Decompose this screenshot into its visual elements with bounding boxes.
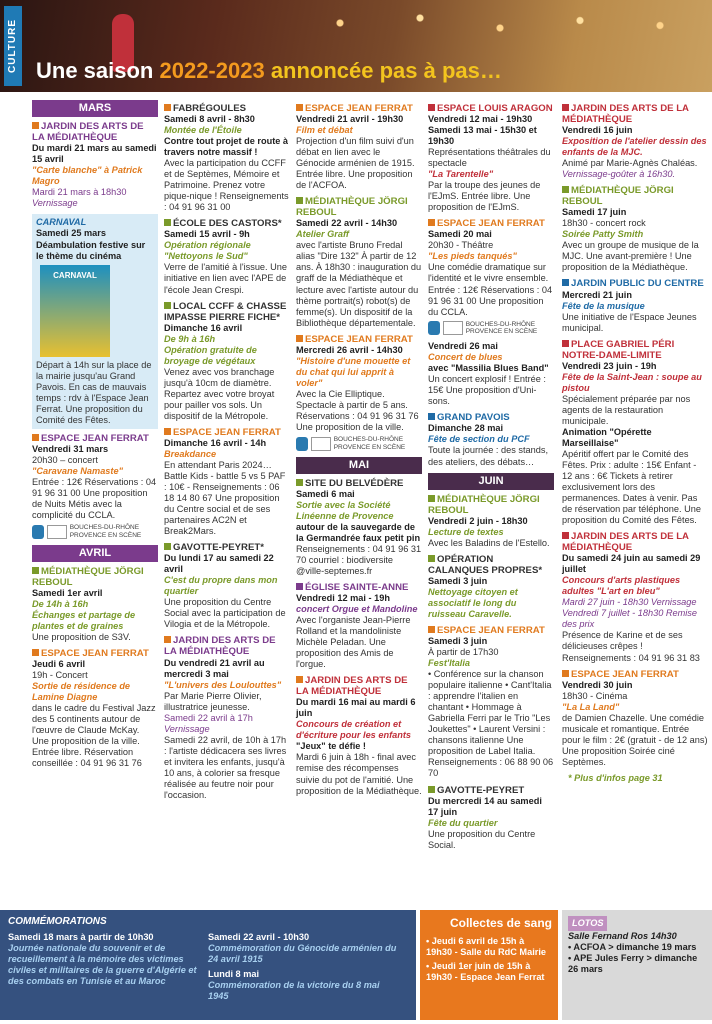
page-title: Une saison 2022-2023 annoncée pas à pas… bbox=[36, 58, 502, 83]
event: JARDIN DES ARTS DE LA MÉDIATHÈQUE Du mardi 21 mars au samedi 15 avril "Carte blanche" à Patrick Magro Mardi 21 mars à 18h30 Vernissage bbox=[32, 121, 157, 209]
provence-logo: BOUCHES-DU-RHÔNE PROVENCE EN SCÈNE bbox=[296, 436, 422, 452]
event: MÉDIATHÈQUE JÖRGI REBOUL Samedi 17 juin 18h30 - concert rock Soirée Patty Smith Avec un groupe de musique de la MJC. Une avant-première ! Une proposition de la Médiathèque. bbox=[562, 185, 699, 273]
section-tab: CULTURE bbox=[4, 6, 22, 86]
blood-drive-box: Collectes de sang • Jeudi 6 avril de 15h à 19h30 - Salle du RdC Mairie • Jeudi 1er juin de 15h à 19h30 - Espace Jean Ferrat bbox=[420, 910, 558, 1020]
event: LOCAL CCFF & CHASSE IMPASSE PIERRE FICHE* Dimanche 16 avril De 9h à 16h Opération gratuite de broyage de végétaux Venez avec vos branchage jusqu'à 10cm de diamètre. Repartez avec votre broyat pour pailler vos sols. Un dispositif de la Métropole. bbox=[164, 300, 287, 421]
event: ESPACE JEAN FERRAT Vendredi 31 mars 20h30 – concert "Caravane Namaste" Entrée : 12€ Réservations : 04 91 96 31 00 Une proposition de Nuits Métis avec la complicité du CCLA. BOUCHES-DU-RHÔNE PROVENCE EN SCÈNE bbox=[32, 432, 157, 539]
event: ESPACE JEAN FERRAT Samedi 20 mai 20h30 - Théâtre "Les pieds tanqués" Une comédie dramatique sur l'identité et le vivre ensemble. Entrée : 12€ Réservations : 04 91 96 31 00 Une proposition du CCLA. BOUCHES-DU-RHÔNE PROVENCE EN SCÈNE bbox=[428, 218, 553, 336]
event: ESPACE JEAN FERRAT Dimanche 16 avril - 14h Breakdance En attendant Paris 2024… Battle Kids - battle 5 vs 5 PAF : 10€ - Renseignements : 06 18 14 80 67 Une proposition du Centre social et de ses partenaires AC2N et Break2Mars. bbox=[164, 426, 286, 537]
event: OPÉRATION CALANQUES PROPRES* Samedi 3 juin Nettoyage citoyen et associatif le long du ruisseau Caravelle. bbox=[428, 553, 543, 620]
event: PLACE GABRIEL PÉRI NOTRE-DAME-LIMITE Vendredi 23 juin - 19h Fête de la Saint-Jean : soupe au pistou Spécialement préparée par nos agents de la restauration municipale. Animation "Opérette Marseillaise" Apéritif offert par le Comité des Fêtes. Prix : adulte : 15€ Enfant - 12 ans : 6€ Tickets à retirer exclusivement lors des permanences. Dates à venir. Pas de réservation par téléphone. Une proposition du Comité des Fêtes. bbox=[562, 338, 702, 526]
blood-drive-title: Collectes de sang bbox=[449, 916, 552, 930]
event: MÉDIATHÈQUE JÖRGI REBOUL Samedi 1er avril De 14h à 16h Échanges et partage de plantes et de graines Une proposition de S3V. bbox=[32, 565, 144, 642]
event: JARDIN DES ARTS DE LA MÉDIATHÈQUE Du samedi 24 juin au samedi 29 juillet Concours d'arts plastiques adultes "L'art en bleu" Mardi 27 juin - 18h30 Vernissage Vendredi 7 juillet - 18h30 Remise des prix Présence de Karine et de ses délicieuses crêpes ! Renseignements : 04 91 96 31 83 bbox=[562, 531, 701, 663]
event: FABRÉGOULES Samedi 8 avril - 8h30 Montée de l'Étoile Contre tout projet de route à travers notre massif ! Avec la participation du CCFF et de Septèmes, Mémoire et Patrimoine. Prenez votre pique-nique ! Renseignements : 04 91 96 31 00 bbox=[164, 103, 289, 213]
event: ÉCOLE DES CASTORS* Samedi 15 avril - 9h Opération régionale "Nettoyons le Sud" Verre de l'amitié à l'issue. Une initiative en lien avec l'APE de l'école Jean Crespi. bbox=[164, 218, 288, 295]
column-5 bbox=[562, 100, 708, 784]
event: ESPACE JEAN FERRAT Vendredi 21 avril - 19h30 Film et débat Projection d'un film suivi d'un débat en lien avec le Génocide arménien de 1915. Entrée libre. Une proposition de l'ACFOA. bbox=[296, 103, 415, 191]
event: ESPACE LOUIS ARAGON Vendredi 12 mai - 19h30 Samedi 13 mai - 15h30 et 19h30 Représentations théâtrales du spectacle "La Tarentelle" Par la troupe des jeunes de l'EJmS. Entrée libre. Une proposition de l'EJmS. bbox=[428, 103, 553, 213]
event: ESPACE JEAN FERRAT Vendredi 30 juin 18h30 - Cinéma "La La Land" de Damien Chazelle. Une comédie musicale et romantique. Entrée pour le film : 2€ (gratuit - de 12 ans) Une proposition Soirée ciné Septèmes. bbox=[562, 668, 708, 767]
event: GAVOTTE-PEYRET Du mercredi 14 au samedi 17 juin Fête du quartier Une proposition du Centre Social. bbox=[428, 784, 542, 850]
event: MÉDIATHÈQUE JÖRGI REBOUL Samedi 22 avril - 14h30 Atelier Graff avec l'artiste Bruno Fredal alias "Dire 132" À partir de 12 ans. À 18h30 : inauguration du graff de la Médiathèque et lecture avec l'artiste autour du thème portrait(s) robot(s) de femme(s). Un dispositif de la Bibliothèque départementale. bbox=[296, 196, 422, 328]
event: ESPACE JEAN FERRAT Mercredi 26 avril - 14h30 "Histoire d'une mouette et du chat qui lui apprit à voler" Avec la Cie Elliptique. Spectacle à partir de 5 ans. Réservations : 04 91 96 31 76 Une proposition de la ville. BOUCHES-DU-RHÔNE PROVENCE EN SCÈNE bbox=[296, 334, 422, 452]
commemorations-title: COMMÉMORATIONS bbox=[8, 916, 107, 927]
more-info-note: * Plus d'infos page 31 bbox=[568, 772, 663, 783]
event: ESPACE JEAN FERRAT Jeudi 6 avril 19h - Concert Sortie de résidence de Lamine Diagne dans le cadre du Festival Jazz des 5 continents autour de l'œuvre de Claude McKay. Une proposition de la ville. Entrée libre. Réservation conseillée : 04 91 96 31 76 bbox=[32, 648, 156, 769]
event: JARDIN PUBLIC DU CENTRE Mercredi 21 juin Fête de la musique Une initiative de l'Espace Jeunes municipal. bbox=[562, 278, 704, 333]
event: JARDIN DES ARTS DE LA MÉDIATHÈQUE Du vendredi 21 avril au mercredi 3 mai "L'univers des Loulouttes" Par Marie Pierre Olivier, illustratrice jeunesse. Samedi 22 avril à 17h Vernissage Samedi 22 avril, de 10h à 17h : l'artiste dédicacera ses livres et invitera les enfants, jusqu'à 10 ans, à colorier sa fresque réalisée au feutre noir pour l'occasion. bbox=[164, 635, 287, 800]
header-banner bbox=[0, 0, 712, 92]
event: GAVOTTE-PEYRET* Du lundi 17 au samedi 22 avril C'est du propre dans mon quartier Une proposition du Centre Social avec la participation de Vilogia et de la Métropole. bbox=[164, 542, 286, 630]
provence-logo: BOUCHES-DU-RHÔNE PROVENCE EN SCÈNE bbox=[428, 321, 554, 337]
column-1 bbox=[32, 100, 158, 774]
event: SITE DU BELVÉDÈRE Samedi 6 mai Sortie avec la Société Linéenne de Provence autour de la sauvegarde de la Germandrée faux petit pin Renseignements : 04 91 96 31 70 courriel : biodiversite @ville-septemes.fr bbox=[296, 477, 422, 576]
event: JARDIN DES ARTS DE LA MÉDIATHÈQUE Du mardi 16 mai au mardi 6 juin Concours de création et d'écriture pour les enfants "Jeux" te défie ! Mardi 6 juin à 18h - final avec remise des récompenses suivie du pot de l'amitié. Une proposition de la Médiathèque. bbox=[296, 675, 422, 796]
event: ÉGLISE SAINTE-ANNE Vendredi 12 mai - 19h concert Orgue et Mandoline Avec l'organiste Jean-Pierre Rolland et la mandoliniste Michèle Peladan. Une proposition des Amis de l'orgue. bbox=[296, 581, 418, 670]
column-4 bbox=[428, 100, 554, 856]
column-3 bbox=[296, 100, 422, 802]
lotos-box: LOTOS Salle Fernand Ros 14h30 • ACFOA > dimanche 19 mars • APE Jules Ferry > dimanche 26 mars bbox=[562, 910, 712, 1020]
month-header: AVRIL bbox=[32, 545, 158, 562]
column-2 bbox=[164, 100, 290, 806]
lotos-title: LOTOS bbox=[568, 916, 607, 931]
month-header: MAI bbox=[296, 457, 422, 474]
event: MÉDIATHÈQUE JÖRGI REBOUL Vendredi 2 juin - 18h30 Lecture de textes Avec les Baladins de l'Estello. bbox=[428, 493, 550, 548]
stage-lights bbox=[300, 8, 700, 58]
event: JARDIN DES ARTS DE LA MÉDIATHÈQUE Vendredi 16 juin Exposition de l'atelier dessin des enfants de la MJC. Animé par Marie-Agnès Chaléas. Vernissage-goûter à 16h30. bbox=[562, 103, 707, 180]
event: Vendredi 26 mai Concert de blues avec "Massilia Blues Band" Un concert explosif ! Entrée : 15€ Une proposition d'Uni-sons. bbox=[428, 341, 549, 407]
carnaval-poster: CARNAVAL bbox=[40, 265, 110, 357]
carnaval-box: CARNAVAL Samedi 25 mars Déambulation festive sur le thème du cinéma CARNAVAL Départ à 14h sur la place de la mairie jusqu'au Grand Pavois. En cas de mauvais temps : rdv à l'Espace Jean Ferrat. Une proposition du Comité des Fêtes. bbox=[32, 214, 158, 428]
month-header: JUIN bbox=[428, 473, 554, 490]
month-header: MARS bbox=[32, 100, 158, 117]
commemorations-box: COMMÉMORATIONS Samedi 18 mars à partir de 10h30 Journée nationale du souvenir et de recueillement à la mémoire des victimes civiles et militaires de la guerre d'Algérie et des combats en Tunisie et au Maroc Samedi 22 avril - 10h30 Commémoration du Génocide arménien du 24 avril 1915 Lundi 8 mai Commémoration de la victoire du 8 mai 1945 bbox=[0, 910, 416, 1020]
event: GRAND PAVOIS Dimanche 28 mai Fête de section du PCF Toute la journée : des stands, des ateliers, des débats… bbox=[428, 412, 549, 467]
event: ESPACE JEAN FERRAT Samedi 3 juin À partir de 17h30 Fest'Italia • Conférence sur la chanson populaire italienne • Cant'Italia : apprendre l'italien en chantant • Hommage à Gabriella Ferri par le Trio "Les Joukettes" • Laurent Versini : chansons italienne Une proposition de Label Italia. Renseignements : 06 88 90 06 70 bbox=[428, 625, 554, 779]
provence-logo: BOUCHES-DU-RHÔNE PROVENCE EN SCÈNE bbox=[32, 524, 158, 540]
